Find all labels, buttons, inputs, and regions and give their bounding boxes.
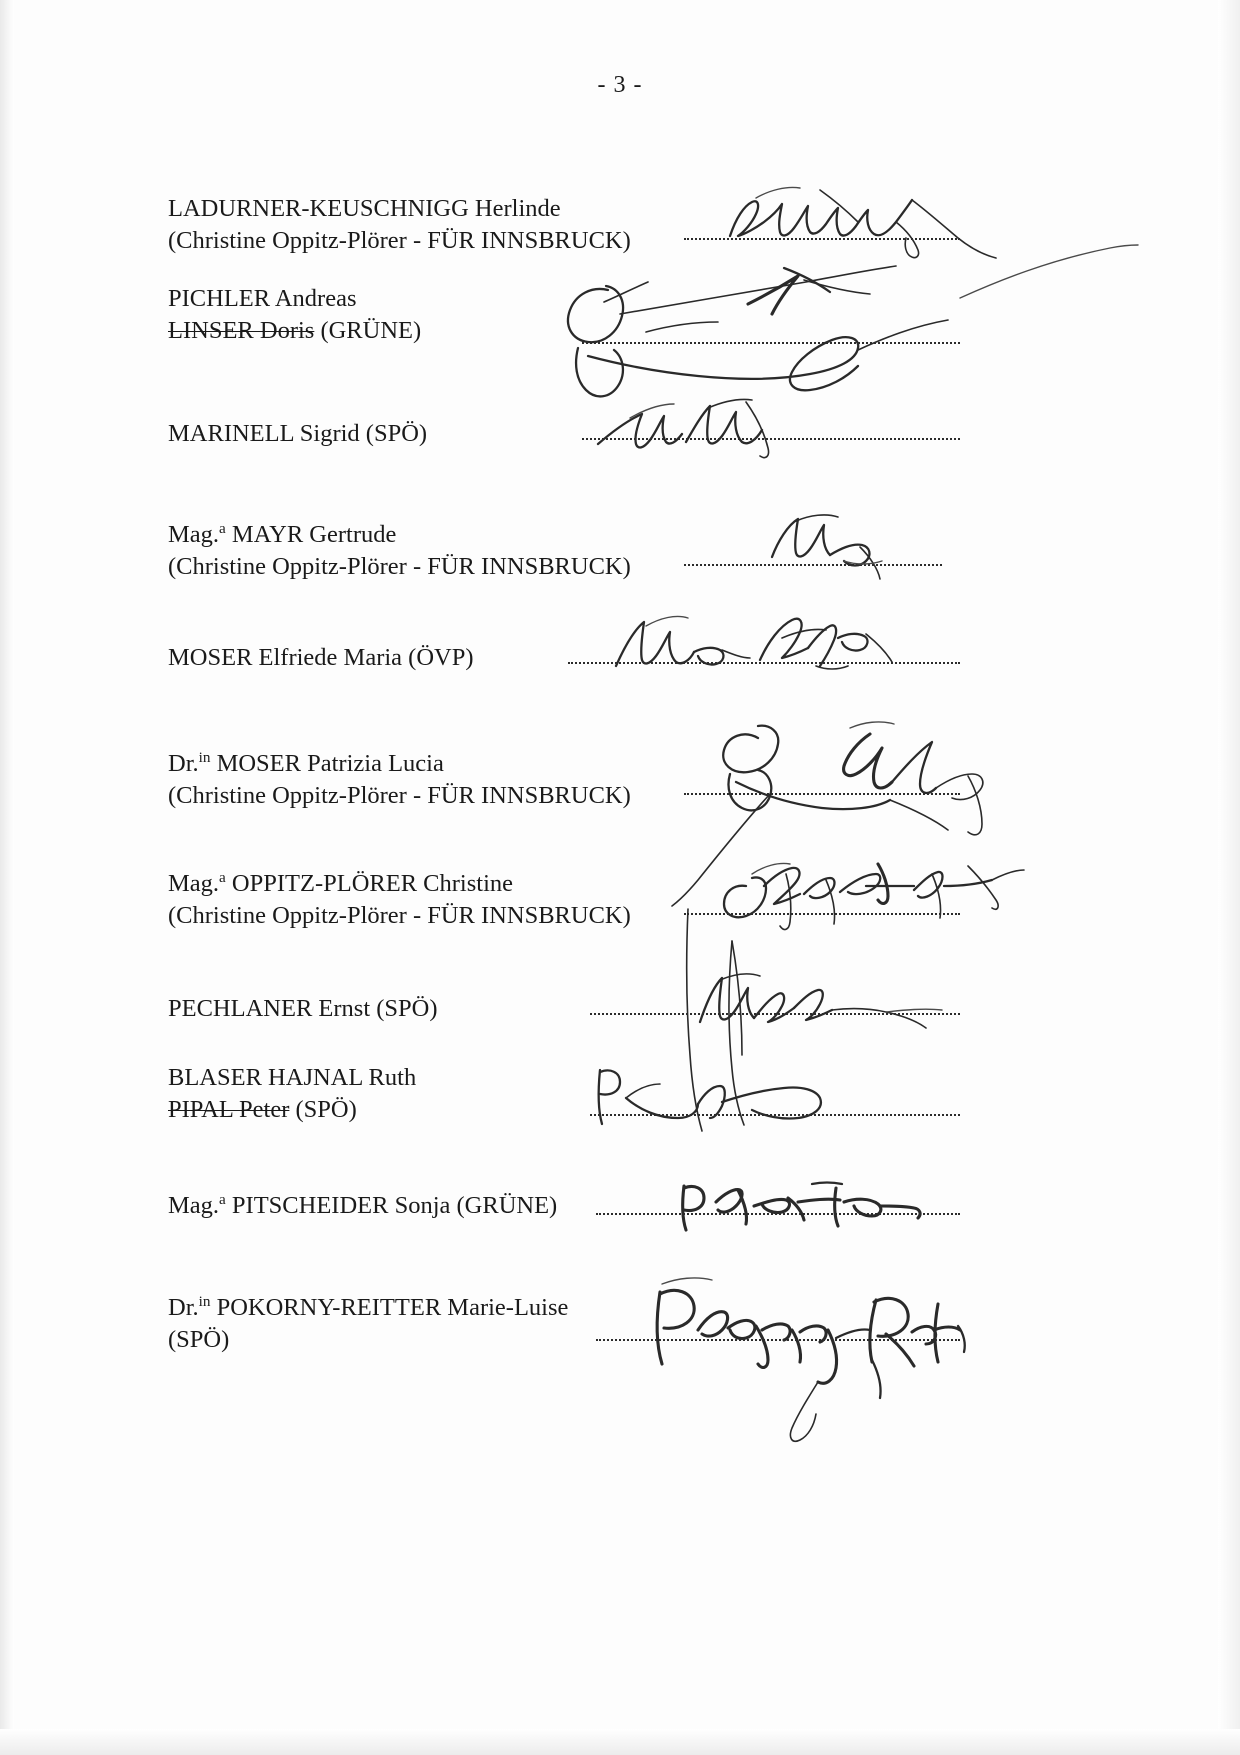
entry-names (168, 1190, 1068, 1222)
party-suffix: (GRÜNE) (314, 317, 422, 345)
name-text: MOSER Patrizia Lucia (210, 750, 444, 777)
scan-edge-right (1218, 0, 1240, 1755)
struck-name: PIPAL Peter (168, 1096, 290, 1124)
academic-title: Mag. (168, 1192, 220, 1219)
signature-entry-pitscheider (168, 1190, 1068, 1222)
name-text: POKORNY-REITTER Marie-Luise (210, 1294, 569, 1321)
entry-name-line: BLASER HAJNAL Ruth (168, 1064, 417, 1091)
entry-names (168, 1062, 1068, 1127)
entry-name-line: PICHLER Andreas (168, 285, 357, 312)
title-superscript: a (219, 1190, 226, 1208)
signature-entry-moser-elfriede (168, 642, 1068, 674)
entry-names (168, 642, 1068, 674)
signature-entry-blaser-hajnal-pipal (168, 1062, 1068, 1127)
signature-entry-pokorny-reitter (168, 1292, 1068, 1357)
entry-names (168, 193, 1068, 258)
title-superscript: in (198, 748, 211, 766)
entry-names (168, 868, 1068, 933)
entry-name-line: PECHLANER Ernst (SPÖ) (168, 995, 438, 1022)
entry-names (168, 748, 1068, 813)
entry-names (168, 993, 1068, 1025)
scan-edge-left (0, 0, 14, 1755)
entry-party-line: (Christine Oppitz-Plörer - FÜR INNSBRUCK) (168, 553, 631, 581)
entry-names (168, 283, 1068, 348)
entry-party-line: (SPÖ) (168, 1326, 230, 1354)
struck-name: LINSER Doris (168, 317, 315, 345)
entry-name-line-struck (168, 315, 1068, 347)
entry-name-line-struck (168, 1094, 1068, 1126)
name-text: MAYR Gertrude (225, 521, 397, 548)
entry-party-line: (Christine Oppitz-Plörer - FÜR INNSBRUCK) (168, 782, 631, 810)
signature-entry-mayr (168, 519, 1068, 584)
name-text: PITSCHEIDER Sonja (GRÜNE) (225, 1192, 558, 1219)
signature-entry-pechlaner (168, 993, 1068, 1025)
signature-entry-marinell (168, 418, 1068, 450)
name-text: OPPITZ-PLÖRER Christine (225, 870, 514, 897)
party-suffix: (SPÖ) (289, 1096, 357, 1124)
entry-name-line (168, 748, 1068, 780)
title-superscript: a (219, 868, 226, 886)
entry-name-line: MARINELL Sigrid (SPÖ) (168, 420, 428, 447)
entry-party-line: (Christine Oppitz-Plörer - FÜR INNSBRUCK) (168, 227, 631, 255)
title-superscript: in (198, 1292, 211, 1310)
entry-name-line (168, 519, 1068, 551)
academic-title: Dr. (168, 1294, 199, 1321)
entry-names (168, 1292, 1068, 1357)
entry-name-line (168, 1190, 1068, 1222)
entry-name-line (168, 1292, 1068, 1324)
entry-name-line: MOSER Elfriede Maria (ÖVP) (168, 644, 474, 671)
academic-title: Dr. (168, 750, 199, 777)
scan-edge-bottom (0, 1729, 1240, 1755)
academic-title: Mag. (168, 521, 220, 548)
entry-name-line: LADURNER-KEUSCHNIGG Herlinde (168, 195, 561, 222)
entry-names (168, 418, 1068, 450)
entry-names (168, 519, 1068, 584)
signature-entry-pichler-linser (168, 283, 1068, 348)
page-number: - 3 - (597, 72, 643, 98)
entry-name-line (168, 868, 1068, 900)
academic-title: Mag. (168, 870, 220, 897)
signature-entry-moser-patrizia (168, 748, 1068, 813)
signature-entry-ladurner-keuschnigg (168, 193, 1068, 258)
entry-party-line: (Christine Oppitz-Plörer - FÜR INNSBRUCK) (168, 902, 631, 930)
signature-entry-oppitz-ploerer (168, 868, 1068, 933)
title-superscript: a (219, 519, 226, 537)
